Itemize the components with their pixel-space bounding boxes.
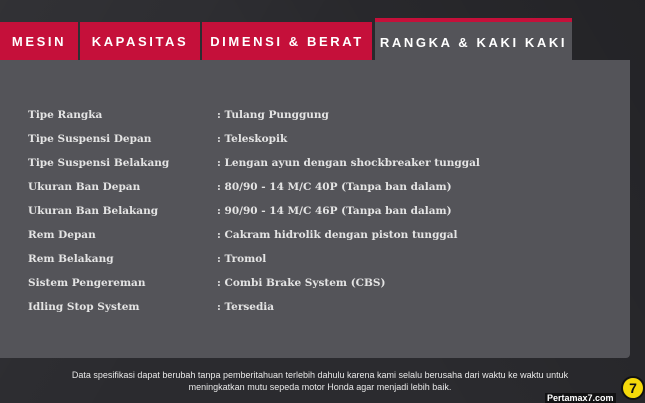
spec-value: : 80/90 - 14 M/C 40P (Tanpa ban dalam) <box>217 181 452 193</box>
spec-value: : Tulang Punggung <box>217 109 329 121</box>
watermark <box>545 376 645 403</box>
spec-label: Idling Stop System <box>28 301 140 313</box>
spec-value: : Combi Brake System (CBS) <box>217 277 386 289</box>
spec-value: : Tersedia <box>217 301 275 313</box>
spec-value: : Teleskopik <box>217 133 288 145</box>
spec-label: Rem Depan <box>28 229 96 241</box>
tab-mesin[interactable]: MESIN <box>0 22 78 60</box>
watermark-text: Pertamax7.com <box>547 393 614 403</box>
disclaimer-line-1: Data spesifikasi dapat berubah tanpa pemberitahuan terlebih dahulu karena kami selalu berusaha dari waktu ke waktu untuk <box>71 370 569 380</box>
spec-label: Tipe Suspensi Belakang <box>28 157 170 169</box>
tab-dimensi-berat[interactable]: DIMENSI & BERAT <box>202 22 372 60</box>
spec-label: Tipe Rangka <box>28 109 103 121</box>
spec-value: : Lengan ayun dengan shockbreaker tunggal <box>217 157 480 169</box>
disclaimer-line-2: meningkatkan mutu sepeda motor Honda agar menjadi lebih baik. <box>188 382 452 392</box>
spec-label: Tipe Suspensi Depan <box>28 133 152 145</box>
spec-tab-bar <box>0 0 645 62</box>
spec-label: Ukuran Ban Depan <box>28 181 141 193</box>
spec-value: : Tromol <box>217 253 267 265</box>
spec-label: Ukuran Ban Belakang <box>28 205 159 217</box>
tab-kapasitas[interactable]: KAPASITAS <box>80 22 200 60</box>
spec-label: Sistem Pengereman <box>28 277 146 289</box>
spec-value: : Cakram hidrolik dengan piston tunggal <box>217 229 458 241</box>
tab-rangka-kaki-kaki[interactable]: RANGKA & KAKI KAKI <box>375 18 572 62</box>
spec-value: : 90/90 - 14 M/C 46P (Tanpa ban dalam) <box>217 205 452 217</box>
watermark-logo-icon: 7 <box>621 376 645 400</box>
spec-label: Rem Belakang <box>28 253 114 265</box>
disclaimer-text <box>20 369 620 393</box>
